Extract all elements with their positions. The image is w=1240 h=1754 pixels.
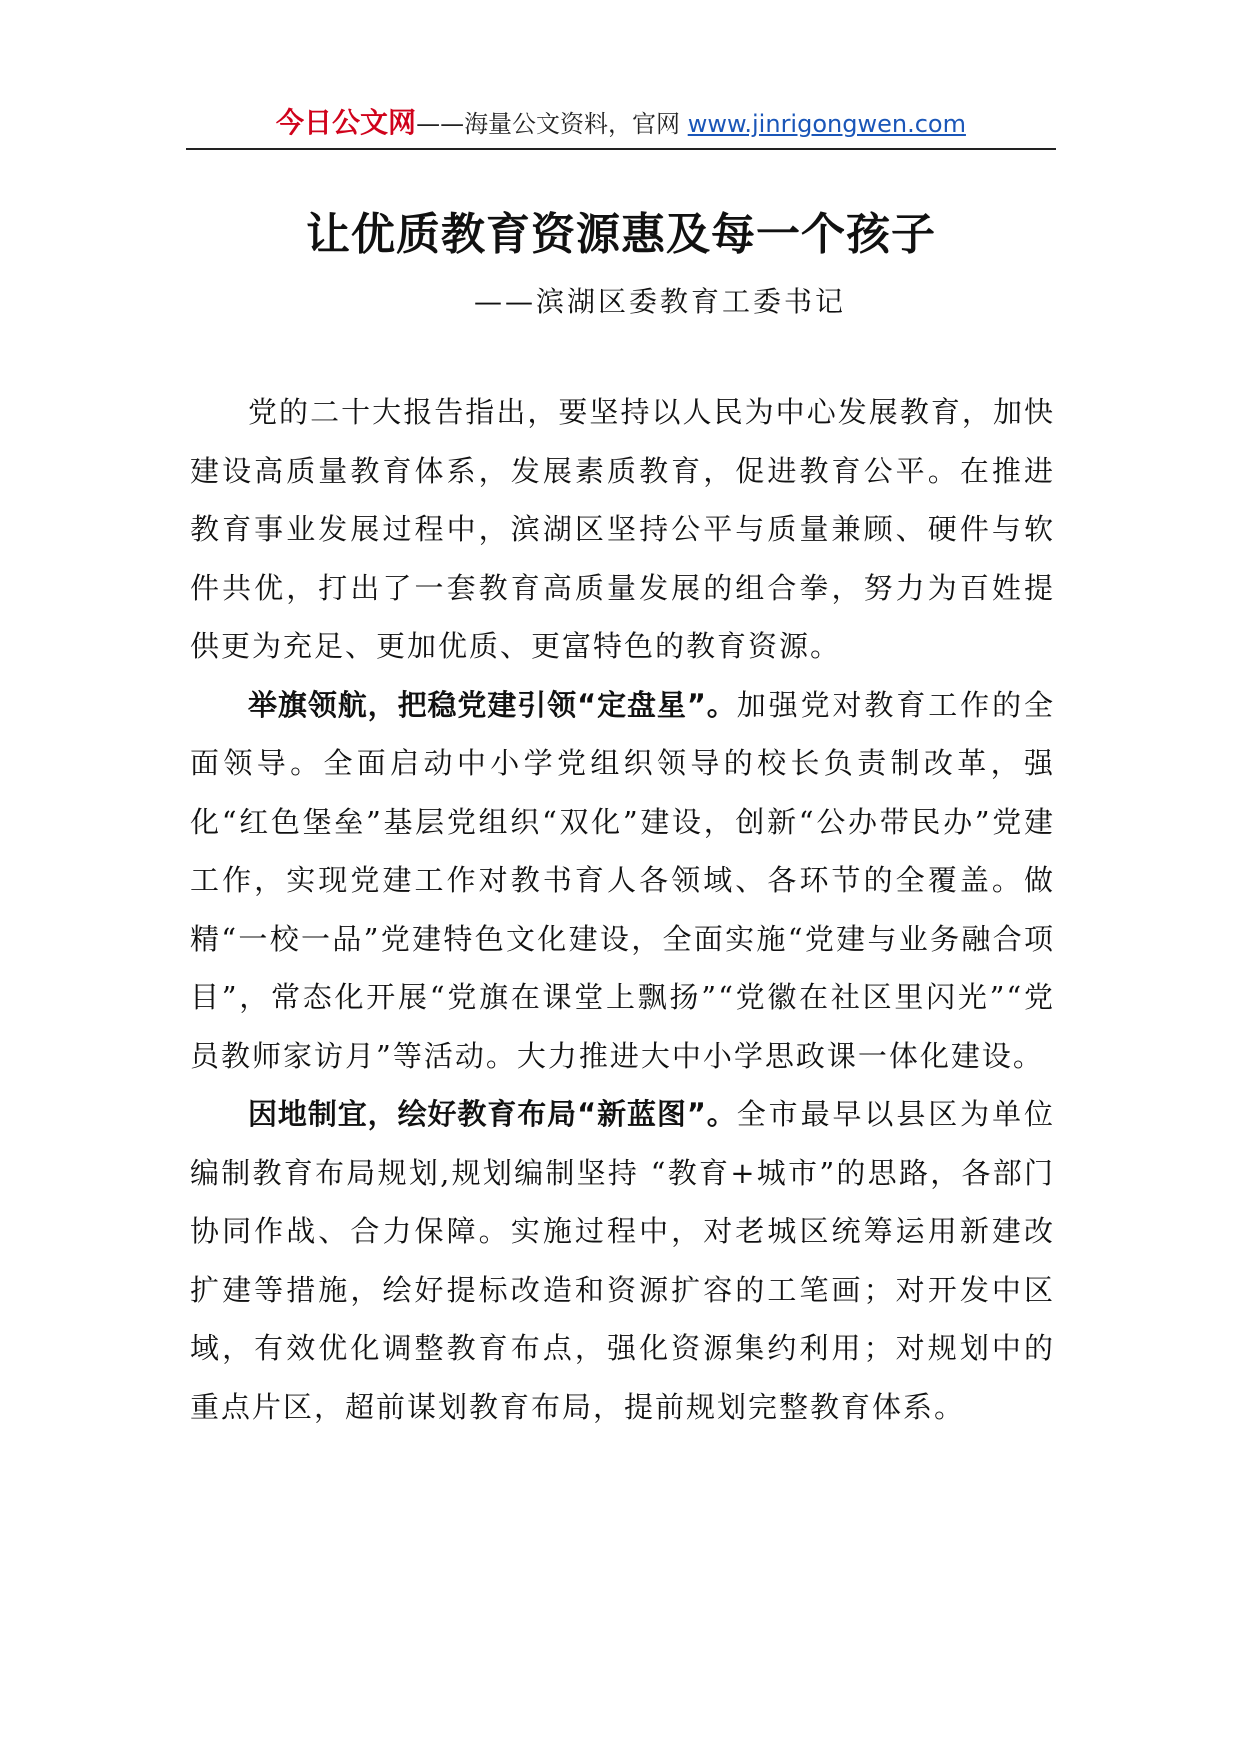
article-author-line: ——滨湖区委教育工委书记 bbox=[473, 285, 846, 318]
page-header bbox=[186, 100, 1056, 146]
paragraph-text: 党的二十大报告指出，要坚持以人民为中心发展教育，加快建设高质量教育体系，发展素质教育，促进教育公平。在推进教育事业发展过程中，滨湖区坚持公平与质量兼顾、硬件与软件共优，打出了一套教育高质量发展的组合拳，努力为百姓提供更为充足、更加优质、更富特色的教育资源。 bbox=[190, 395, 1055, 663]
header-divider bbox=[186, 148, 1056, 150]
paragraph-text: 加强党对教育工作的全面领导。全面启动中小学党组织领导的校长负责制改革，强化“红色堡垒”基层党组织“双化”建设，创新“公办带民办”党建工作，实现党建工作对教书育人各领域、各环节的全覆盖。做精“一校一品”党建特色文化建设，全面实施“党建与业务融合项目”，常态化开展“党旗在课堂上飘扬”“党徽在社区里闪光”“党员教师家访月”等活动。大力推进大中小学思政课一体化建设。 bbox=[190, 687, 1055, 1073]
header-brand: 今日公文网 bbox=[276, 106, 417, 139]
article-body bbox=[190, 383, 1055, 1436]
paragraph-lead: 因地制宜，绘好教育布局“新蓝图”。 bbox=[248, 1097, 737, 1131]
article-title: 让优质教育资源惠及每一个孩子 bbox=[306, 209, 936, 260]
paragraph-text: 全市最早以县区为单位编制教育布局规划,规划编制坚持 “教育+城市”的思路，各部门协同作战、合力保障。实施过程中，对老城区统筹运用新建改扩建等措施，绘好提标改造和资源扩容的工笔画；对开发中区域，有效优化调整教育布点，强化资源集约利用；对规划中的重点片区，超前谋划教育布局，提前规划完整教育体系。 bbox=[190, 1097, 1055, 1424]
paragraph-lead: 举旗领航，把稳党建引领“定盘星”。 bbox=[248, 687, 737, 722]
paragraph-party-building bbox=[190, 676, 1055, 1086]
header-tagline: ——海量公文资料，官网 bbox=[416, 110, 688, 138]
paragraph-intro bbox=[190, 383, 1055, 676]
header-site-link[interactable]: www.jinrigongwen.com bbox=[687, 110, 966, 138]
paragraph-education-layout bbox=[190, 1085, 1055, 1436]
